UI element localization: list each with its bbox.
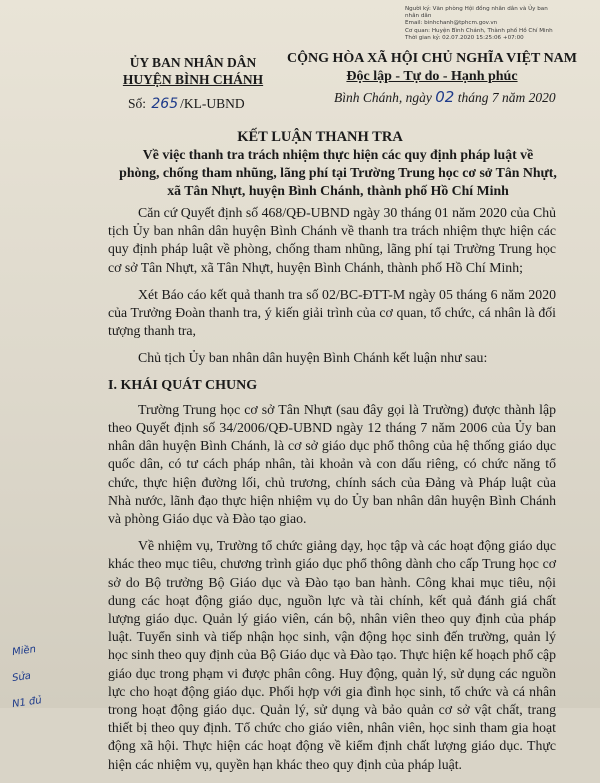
date-suffix: tháng 7 năm 2020	[457, 90, 556, 105]
signature-line: Cơ quan: Huyện Bình Chánh, Thành phố Hồ Chí Minh	[405, 27, 553, 34]
doc-number-handwritten: 265	[151, 96, 179, 112]
date-line	[334, 88, 556, 106]
signature-line: nhân dân	[405, 13, 432, 20]
national-motto-header	[282, 50, 582, 86]
document-title: KẾT LUẬN THANH TRA	[237, 129, 403, 145]
margin-note: Sửa	[11, 670, 32, 685]
subtitle-line: phòng, chống tham nhũng, lãng phí tại Trường Trung học cơ sở Tân Nhựt,	[119, 165, 557, 180]
signature-line: Thời gian ký: 02.07.2020 15:25:06 +07:00	[405, 34, 524, 41]
section-heading: I. KHÁI QUÁT CHUNG	[108, 377, 258, 393]
subtitle-line: Về việc thanh tra trách nhiệm thực hiện các quy định pháp luật về	[142, 147, 534, 162]
doc-number-prefix: Số:	[128, 96, 147, 111]
digital-signature-block	[405, 6, 595, 42]
issuing-authority-header	[108, 54, 278, 88]
paragraph-school-overview: Trường Trung học cơ sở Tân Nhựt (sau đây gọi là Trường) được thành lập theo Quyết định số 34/2006/QĐ-UBND ngày 12 tháng 7 năm 2006 của Ủy ban nhân dân huyện Bình Chánh, là cơ sở giáo dục phổ thông của hệ thống giáo dục quốc dân, có tư cách pháp nhân, tài khoản và con dấu riêng, có chức năng tổ chức, thực hiện đường lối, chủ trương, chính sách của Đảng và Pháp luật của Nhà nước, lãnh đạo thực hiện nhiệm vụ do Ủy ban nhân dân huyện Bình Chánh và phòng Giáo dục và Đào tạo giao.	[108, 401, 556, 527]
handwritten-margin-notes	[12, 636, 72, 714]
paragraph-conclusion-intro: Chủ tịch Ủy ban nhân dân huyện Bình Chánh kết luận như sau:	[138, 350, 488, 366]
country-name: CỘNG HÒA XÃ HỘI CHỦ NGHĨA VIỆT NAM	[286, 51, 577, 66]
authority-line-1: ỦY BAN NHÂN DÂN	[129, 55, 257, 70]
margin-note: Miền	[11, 643, 37, 659]
date-day-handwritten: 02	[435, 88, 455, 106]
doc-number-suffix: /KL-UBND	[180, 96, 245, 111]
document-subtitle	[118, 146, 558, 200]
date-prefix: Bình Chánh, ngày	[334, 90, 432, 105]
paragraph-school-duties: Về nhiệm vụ, Trường tổ chức giảng dạy, học tập và các hoạt động giáo dục khác theo mục tiêu, chương trình giáo dục phổ thông dành cho cấp Trung học cơ sở do Bộ trưởng Bộ Giáo dục và Đào tạo ban hành. Công khai mục tiêu, nội dung các hoạt động giáo dục, nguồn lực và tài chính, kết quả đánh giá chất lượng giáo dục. Quản lý giáo viên, cán bộ, nhân viên theo quy định của pháp luật. Tuyển sinh và tiếp nhận học sinh, vận động học sinh đến trường, quản lý học sinh theo quy định của Bộ Giáo dục và Đào tạo. Thực hiện kế hoạch phổ cập giáo dục trong phạm vi được phân công. Huy động, quản lý, sử dụng các nguồn lực cho hoạt động giáo dục. Phối hợp với gia đình học sinh, tổ chức và cá nhân trong hoạt động giáo dục. Quản lý, sử dụng và bảo quản cơ sở vật chất, trang thiết bị theo quy định. Tổ chức cho giáo viên, nhân viên, học sinh tham gia hoạt động xã hội. Thực hiện các hoạt động về kiểm định chất lượng giáo dục. Thực hiện các nhiệm vụ, quyền hạn khác theo quy định của pháp luật.	[108, 538, 556, 772]
document-body	[108, 204, 556, 783]
paragraph-report-reference: Xét Báo cáo kết quả thanh tra số 02/BC-ĐTT-M ngày 05 tháng 6 năm 2020 của Trưởng Đoàn thanh tra, ý kiến giải trình của cơ quan, tổ chức, cá nhân là đối tượng thanh tra,	[108, 286, 556, 339]
margin-note: N1 đủ	[11, 695, 43, 711]
signature-line: Email: binhchanh@tphcm.gov.vn	[405, 20, 498, 27]
document-number	[128, 96, 245, 112]
paragraph-legal-basis: Căn cứ Quyết định số 468/QĐ-UBND ngày 30 tháng 01 năm 2020 của Chủ tịch Ủy ban nhân dân huyện Bình Chánh về thanh tra trách nhiệm thực hiện các quy định pháp luật về phòng, chống tham nhũng, lãng phí tại Trường Trung học cơ sở Tân Nhựt, xã Tân Nhựt, huyện Bình Chánh, thành phố Hồ Chí Minh;	[108, 205, 556, 275]
authority-line-2: HUYỆN BÌNH CHÁNH	[122, 72, 264, 87]
signature-line: Người ký: Văn phòng Hội đồng nhân dân và Ủy ban	[405, 6, 548, 12]
motto: Độc lập - Tự do - Hạnh phúc	[346, 69, 518, 84]
subtitle-line: xã Tân Nhựt, huyện Bình Chánh, thành phố Hồ Chí Minh	[167, 183, 509, 198]
